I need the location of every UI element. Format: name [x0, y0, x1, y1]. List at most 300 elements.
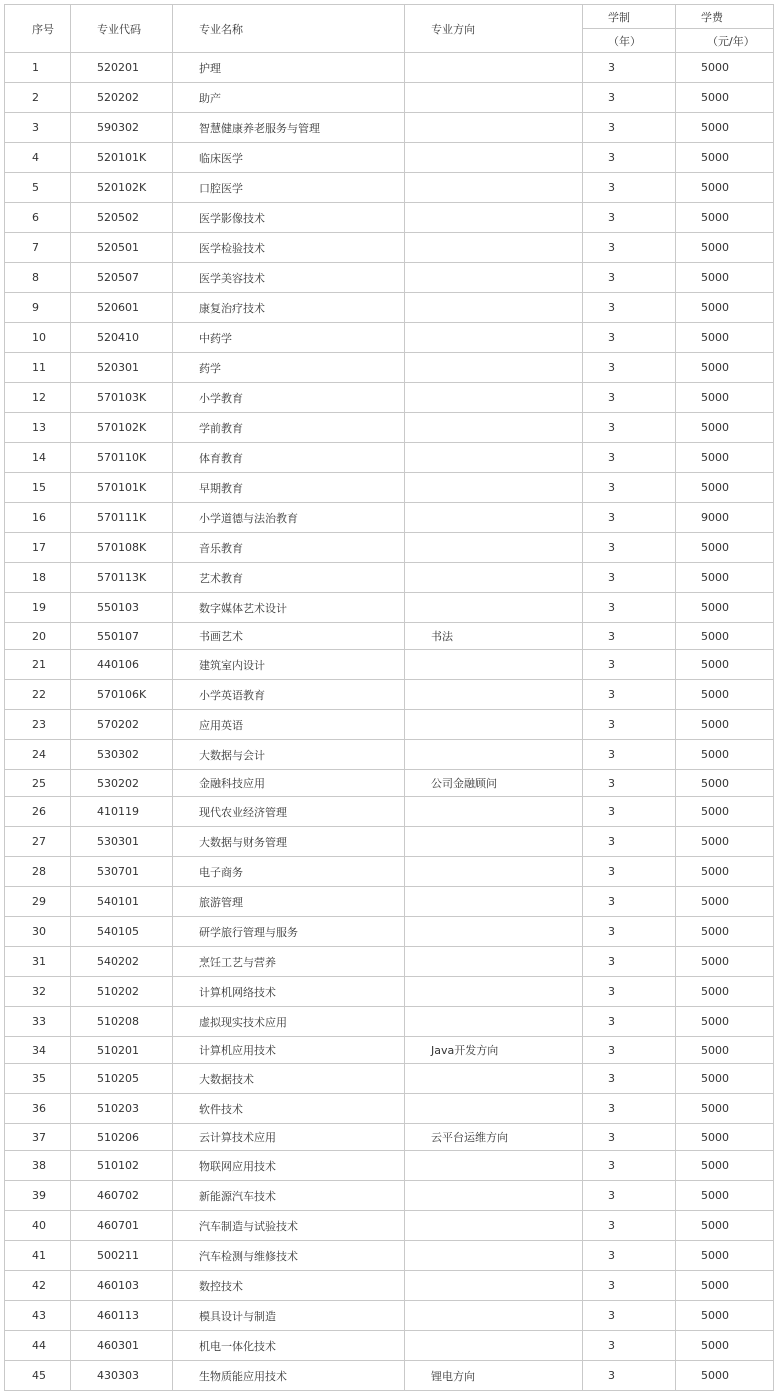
row-duration: 3 [583, 797, 676, 827]
row-code: 540105 [71, 917, 173, 947]
row-index: 23 [5, 710, 71, 740]
table-row [5, 917, 774, 947]
row-code: 570108K [71, 533, 173, 563]
table-row [5, 263, 774, 293]
row-name: 建筑室内设计 [173, 650, 405, 680]
row-index: 2 [5, 83, 71, 113]
row-code: 460103 [71, 1271, 173, 1301]
row-fee: 5000 [676, 623, 774, 650]
row-index: 40 [5, 1211, 71, 1241]
row-fee: 5000 [676, 1007, 774, 1037]
row-code: 410119 [71, 797, 173, 827]
row-name: 医学检验技术 [173, 233, 405, 263]
row-code: 570202 [71, 710, 173, 740]
row-duration: 3 [583, 1361, 676, 1391]
table-row [5, 143, 774, 173]
row-code: 510203 [71, 1094, 173, 1124]
row-duration: 3 [583, 1007, 676, 1037]
row-direction [405, 1211, 583, 1241]
row-duration: 3 [583, 533, 676, 563]
row-name: 汽车制造与试验技术 [173, 1211, 405, 1241]
row-duration: 3 [583, 1301, 676, 1331]
row-direction [405, 1241, 583, 1271]
header-name: 专业名称 [173, 5, 405, 53]
row-index: 42 [5, 1271, 71, 1301]
row-name: 金融科技应用 [173, 770, 405, 797]
row-name: 虚拟现实技术应用 [173, 1007, 405, 1037]
row-name: 电子商务 [173, 857, 405, 887]
table-row [5, 413, 774, 443]
row-direction [405, 680, 583, 710]
row-index: 7 [5, 233, 71, 263]
row-fee: 5000 [676, 323, 774, 353]
table-row [5, 1181, 774, 1211]
row-direction [405, 917, 583, 947]
row-fee: 5000 [676, 293, 774, 323]
row-fee: 5000 [676, 1271, 774, 1301]
row-duration: 3 [583, 413, 676, 443]
row-index: 20 [5, 623, 71, 650]
row-duration: 3 [583, 473, 676, 503]
row-direction [405, 383, 583, 413]
table-row [5, 1037, 774, 1064]
row-code: 520601 [71, 293, 173, 323]
row-duration: 3 [583, 83, 676, 113]
row-code: 520410 [71, 323, 173, 353]
row-direction [405, 977, 583, 1007]
row-duration: 3 [583, 233, 676, 263]
row-code: 510206 [71, 1124, 173, 1151]
row-code: 570102K [71, 413, 173, 443]
row-fee: 5000 [676, 443, 774, 473]
table-row [5, 323, 774, 353]
row-duration: 3 [583, 1271, 676, 1301]
row-duration: 3 [583, 947, 676, 977]
row-duration: 3 [583, 293, 676, 323]
row-index: 21 [5, 650, 71, 680]
table-row [5, 857, 774, 887]
row-duration: 3 [583, 623, 676, 650]
row-name: 小学道德与法治教育 [173, 503, 405, 533]
row-duration: 3 [583, 887, 676, 917]
row-fee: 5000 [676, 857, 774, 887]
row-code: 570110K [71, 443, 173, 473]
row-direction [405, 1094, 583, 1124]
table-row [5, 563, 774, 593]
row-code: 570103K [71, 383, 173, 413]
table-row [5, 1064, 774, 1094]
row-fee: 5000 [676, 263, 774, 293]
row-name: 现代农业经济管理 [173, 797, 405, 827]
row-name: 智慧健康养老服务与管理 [173, 113, 405, 143]
table-row [5, 503, 774, 533]
row-duration: 3 [583, 263, 676, 293]
row-code: 590302 [71, 113, 173, 143]
row-name: 大数据与财务管理 [173, 827, 405, 857]
table-row [5, 827, 774, 857]
row-name: 应用英语 [173, 710, 405, 740]
row-fee: 5000 [676, 827, 774, 857]
table-row [5, 83, 774, 113]
header-row [5, 5, 774, 29]
row-direction [405, 593, 583, 623]
row-code: 510205 [71, 1064, 173, 1094]
row-index: 38 [5, 1151, 71, 1181]
row-code: 520201 [71, 53, 173, 83]
table-row [5, 593, 774, 623]
row-index: 44 [5, 1331, 71, 1361]
row-index: 11 [5, 353, 71, 383]
row-index: 36 [5, 1094, 71, 1124]
row-index: 12 [5, 383, 71, 413]
row-fee: 5000 [676, 1124, 774, 1151]
row-direction [405, 173, 583, 203]
row-index: 28 [5, 857, 71, 887]
row-direction [405, 710, 583, 740]
row-index: 16 [5, 503, 71, 533]
table-row [5, 1007, 774, 1037]
row-duration: 3 [583, 143, 676, 173]
row-code: 540202 [71, 947, 173, 977]
row-fee: 5000 [676, 977, 774, 1007]
row-fee: 5000 [676, 947, 774, 977]
row-fee: 5000 [676, 1301, 774, 1331]
header-fee-unit: （元/年） [676, 29, 774, 53]
row-code: 550103 [71, 593, 173, 623]
row-direction [405, 263, 583, 293]
row-code: 460702 [71, 1181, 173, 1211]
row-direction [405, 203, 583, 233]
row-name: 生物质能应用技术 [173, 1361, 405, 1391]
table-row [5, 1094, 774, 1124]
row-code: 500211 [71, 1241, 173, 1271]
table-row [5, 1124, 774, 1151]
row-fee: 5000 [676, 650, 774, 680]
row-duration: 3 [583, 53, 676, 83]
row-fee: 5000 [676, 353, 774, 383]
row-index: 35 [5, 1064, 71, 1094]
row-index: 29 [5, 887, 71, 917]
row-name: 临床医学 [173, 143, 405, 173]
header-fee: 学费 [676, 5, 774, 29]
row-index: 30 [5, 917, 71, 947]
row-index: 5 [5, 173, 71, 203]
row-index: 6 [5, 203, 71, 233]
row-code: 520507 [71, 263, 173, 293]
row-fee: 5000 [676, 83, 774, 113]
row-name: 研学旅行管理与服务 [173, 917, 405, 947]
row-direction [405, 947, 583, 977]
row-direction [405, 413, 583, 443]
row-index: 14 [5, 443, 71, 473]
row-code: 550107 [71, 623, 173, 650]
row-direction [405, 827, 583, 857]
row-fee: 5000 [676, 770, 774, 797]
row-direction: 锂电方向 [405, 1361, 583, 1391]
row-direction [405, 563, 583, 593]
row-direction [405, 650, 583, 680]
row-duration: 3 [583, 1151, 676, 1181]
row-code: 530301 [71, 827, 173, 857]
row-name: 医学美容技术 [173, 263, 405, 293]
table-row [5, 203, 774, 233]
row-name: 音乐教育 [173, 533, 405, 563]
row-index: 34 [5, 1037, 71, 1064]
row-fee: 5000 [676, 710, 774, 740]
row-name: 软件技术 [173, 1094, 405, 1124]
row-name: 汽车检测与维修技术 [173, 1241, 405, 1271]
row-duration: 3 [583, 917, 676, 947]
row-direction [405, 143, 583, 173]
row-duration: 3 [583, 1211, 676, 1241]
row-duration: 3 [583, 503, 676, 533]
row-fee: 5000 [676, 53, 774, 83]
row-fee: 5000 [676, 1037, 774, 1064]
row-code: 570101K [71, 473, 173, 503]
row-index: 15 [5, 473, 71, 503]
table-row [5, 1361, 774, 1391]
header-direction: 专业方向 [405, 5, 583, 53]
row-index: 4 [5, 143, 71, 173]
row-direction [405, 1151, 583, 1181]
table-row [5, 1241, 774, 1271]
row-code: 440106 [71, 650, 173, 680]
table-row [5, 947, 774, 977]
row-duration: 3 [583, 740, 676, 770]
row-index: 32 [5, 977, 71, 1007]
row-fee: 5000 [676, 1064, 774, 1094]
row-fee: 5000 [676, 533, 774, 563]
row-index: 10 [5, 323, 71, 353]
row-name: 烹饪工艺与营养 [173, 947, 405, 977]
row-direction: 公司金融顾问 [405, 770, 583, 797]
row-direction [405, 443, 583, 473]
table-row [5, 533, 774, 563]
row-duration: 3 [583, 827, 676, 857]
table-row [5, 797, 774, 827]
row-duration: 3 [583, 1331, 676, 1361]
row-direction [405, 1331, 583, 1361]
table-row [5, 443, 774, 473]
row-duration: 3 [583, 680, 676, 710]
table-row [5, 770, 774, 797]
row-duration: 3 [583, 593, 676, 623]
row-fee: 5000 [676, 473, 774, 503]
row-direction [405, 473, 583, 503]
row-index: 17 [5, 533, 71, 563]
row-code: 510201 [71, 1037, 173, 1064]
row-name: 数字媒体艺术设计 [173, 593, 405, 623]
row-fee: 5000 [676, 1151, 774, 1181]
row-index: 18 [5, 563, 71, 593]
row-direction: 书法 [405, 623, 583, 650]
row-direction [405, 1007, 583, 1037]
row-fee: 5000 [676, 1361, 774, 1391]
table-row [5, 710, 774, 740]
header-duration: 学制 [583, 5, 676, 29]
row-code: 430303 [71, 1361, 173, 1391]
table-row [5, 1271, 774, 1301]
row-direction [405, 1271, 583, 1301]
row-direction [405, 857, 583, 887]
row-direction [405, 887, 583, 917]
row-direction: 云平台运维方向 [405, 1124, 583, 1151]
row-fee: 5000 [676, 1241, 774, 1271]
row-index: 8 [5, 263, 71, 293]
row-fee: 9000 [676, 503, 774, 533]
row-direction [405, 797, 583, 827]
row-name: 数控技术 [173, 1271, 405, 1301]
row-name: 云计算技术应用 [173, 1124, 405, 1151]
table-row [5, 353, 774, 383]
row-fee: 5000 [676, 413, 774, 443]
row-duration: 3 [583, 1181, 676, 1211]
header-code: 专业代码 [71, 5, 173, 53]
row-direction [405, 740, 583, 770]
row-name: 早期教育 [173, 473, 405, 503]
row-name: 医学影像技术 [173, 203, 405, 233]
table-row [5, 293, 774, 323]
row-direction [405, 1181, 583, 1211]
row-index: 45 [5, 1361, 71, 1391]
row-direction [405, 233, 583, 263]
majors-table-body [5, 5, 774, 1391]
row-index: 41 [5, 1241, 71, 1271]
table-row [5, 887, 774, 917]
row-fee: 5000 [676, 1331, 774, 1361]
header-index: 序号 [5, 5, 71, 53]
row-name: 学前教育 [173, 413, 405, 443]
row-duration: 3 [583, 203, 676, 233]
row-direction [405, 353, 583, 383]
row-duration: 3 [583, 650, 676, 680]
row-code: 520102K [71, 173, 173, 203]
table-row [5, 1301, 774, 1331]
table-row [5, 173, 774, 203]
row-duration: 3 [583, 1094, 676, 1124]
row-fee: 5000 [676, 563, 774, 593]
row-fee: 5000 [676, 887, 774, 917]
row-code: 520301 [71, 353, 173, 383]
row-name: 中药学 [173, 323, 405, 353]
row-code: 460701 [71, 1211, 173, 1241]
row-direction [405, 293, 583, 323]
table-row [5, 1151, 774, 1181]
row-duration: 3 [583, 857, 676, 887]
row-fee: 5000 [676, 233, 774, 263]
row-fee: 5000 [676, 917, 774, 947]
row-direction [405, 323, 583, 353]
row-duration: 3 [583, 710, 676, 740]
row-name: 护理 [173, 53, 405, 83]
row-fee: 5000 [676, 383, 774, 413]
row-name: 模具设计与制造 [173, 1301, 405, 1331]
row-index: 26 [5, 797, 71, 827]
row-code: 520101K [71, 143, 173, 173]
row-fee: 5000 [676, 113, 774, 143]
row-duration: 3 [583, 173, 676, 203]
row-index: 24 [5, 740, 71, 770]
table-row [5, 383, 774, 413]
row-fee: 5000 [676, 680, 774, 710]
row-index: 9 [5, 293, 71, 323]
row-fee: 5000 [676, 173, 774, 203]
row-index: 39 [5, 1181, 71, 1211]
row-code: 570113K [71, 563, 173, 593]
row-name: 药学 [173, 353, 405, 383]
row-index: 3 [5, 113, 71, 143]
row-index: 33 [5, 1007, 71, 1037]
row-fee: 5000 [676, 1181, 774, 1211]
row-fee: 5000 [676, 143, 774, 173]
row-index: 43 [5, 1301, 71, 1331]
row-direction [405, 503, 583, 533]
table-row [5, 977, 774, 1007]
table-row [5, 113, 774, 143]
row-fee: 5000 [676, 203, 774, 233]
row-duration: 3 [583, 977, 676, 1007]
row-duration: 3 [583, 443, 676, 473]
row-name: 体育教育 [173, 443, 405, 473]
row-index: 31 [5, 947, 71, 977]
row-name: 旅游管理 [173, 887, 405, 917]
row-name: 大数据技术 [173, 1064, 405, 1094]
row-direction [405, 533, 583, 563]
row-index: 13 [5, 413, 71, 443]
row-code: 570106K [71, 680, 173, 710]
table-row [5, 1211, 774, 1241]
row-index: 37 [5, 1124, 71, 1151]
row-index: 1 [5, 53, 71, 83]
row-code: 520202 [71, 83, 173, 113]
row-name: 计算机应用技术 [173, 1037, 405, 1064]
row-name: 机电一体化技术 [173, 1331, 405, 1361]
row-direction [405, 1064, 583, 1094]
row-code: 530202 [71, 770, 173, 797]
row-duration: 3 [583, 1241, 676, 1271]
row-direction [405, 53, 583, 83]
row-name: 大数据与会计 [173, 740, 405, 770]
table-row [5, 473, 774, 503]
table-row [5, 680, 774, 710]
row-index: 19 [5, 593, 71, 623]
row-code: 570111K [71, 503, 173, 533]
row-duration: 3 [583, 383, 676, 413]
row-code: 460113 [71, 1301, 173, 1331]
row-fee: 5000 [676, 1094, 774, 1124]
row-fee: 5000 [676, 1211, 774, 1241]
row-direction [405, 1301, 583, 1331]
row-duration: 3 [583, 323, 676, 353]
row-duration: 3 [583, 770, 676, 797]
row-name: 助产 [173, 83, 405, 113]
row-duration: 3 [583, 1037, 676, 1064]
row-duration: 3 [583, 113, 676, 143]
table-row [5, 1331, 774, 1361]
row-duration: 3 [583, 353, 676, 383]
header-duration-unit: （年） [583, 29, 676, 53]
row-name: 物联网应用技术 [173, 1151, 405, 1181]
row-name: 计算机网络技术 [173, 977, 405, 1007]
row-direction [405, 83, 583, 113]
majors-table [4, 4, 774, 1391]
row-duration: 3 [583, 563, 676, 593]
row-code: 540101 [71, 887, 173, 917]
row-fee: 5000 [676, 593, 774, 623]
row-direction [405, 113, 583, 143]
row-name: 小学教育 [173, 383, 405, 413]
row-index: 25 [5, 770, 71, 797]
